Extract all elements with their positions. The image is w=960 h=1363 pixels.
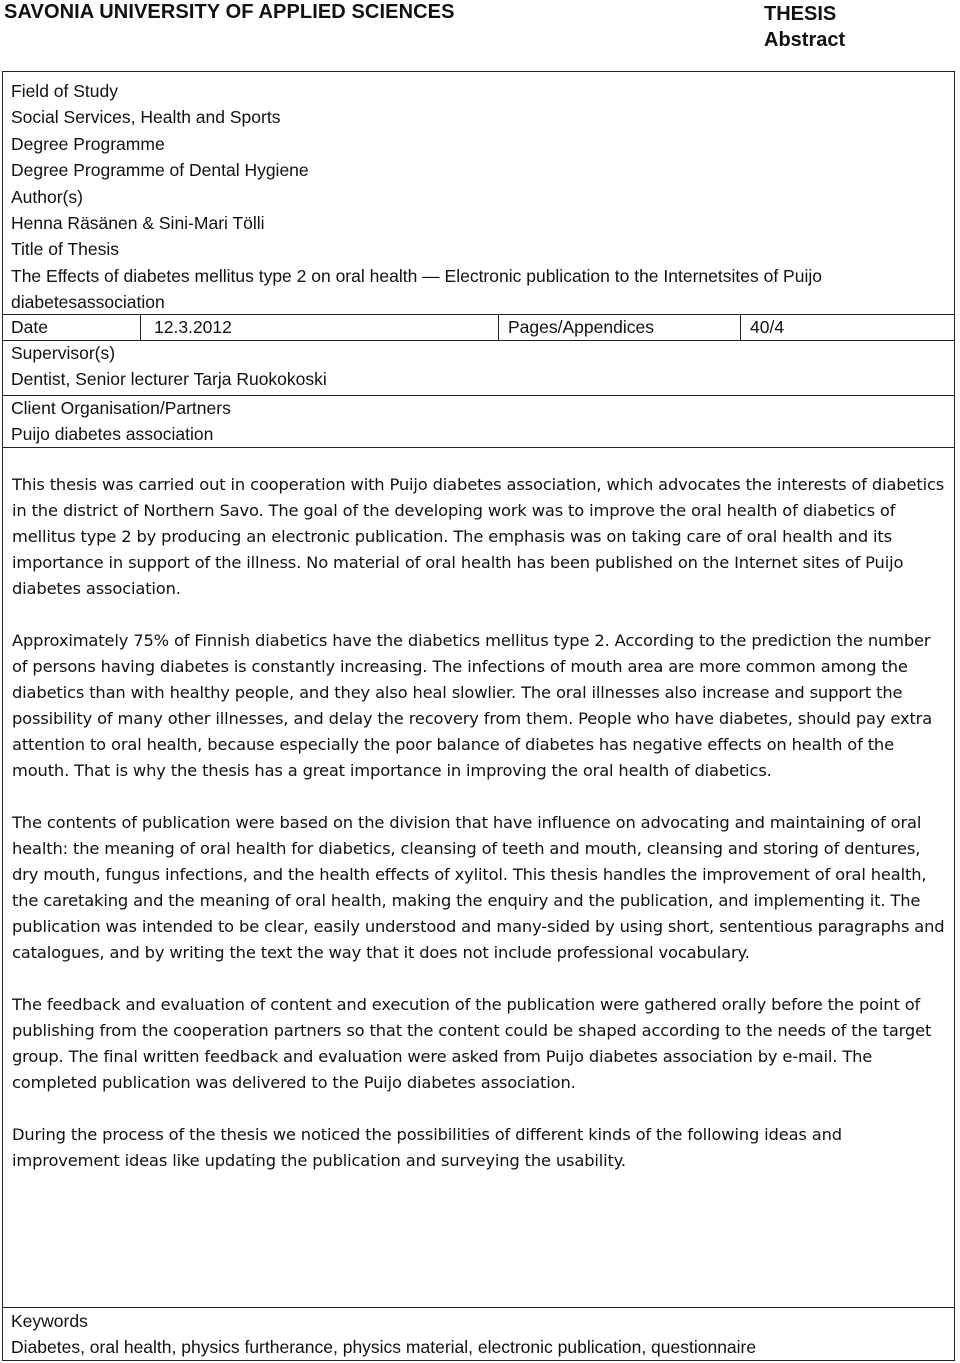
university-name: SAVONIA UNIVERSITY OF APPLIED SCIENCES xyxy=(4,1,455,23)
info-block xyxy=(11,78,946,316)
keywords-value: Diabetes, oral health, physics furtherance, physics material, electronic publication, questionnaire xyxy=(11,1337,757,1357)
authors-value: Henna Räsänen & Sini-Mari Tölli xyxy=(11,213,265,234)
keywords-block xyxy=(11,1308,946,1360)
thesis-title-value: The Effects of diabetes mellitus type 2 on oral health — Electronic publication to the Internetsites of Puijo diabetesassociation xyxy=(11,265,822,313)
pages-label: Pages/Appendices xyxy=(508,317,654,337)
client-label: Client Organisation/Partners xyxy=(11,398,231,418)
divider-date-label xyxy=(140,314,141,340)
divider-client-bottom xyxy=(3,447,954,448)
divider-date-bottom xyxy=(3,340,954,341)
abstract-paragraph: This thesis was carried out in cooperation with Puijo diabetes association, which advocates the interests of diabetics in the district of Northern Savo. The goal of the developing work was to improve the oral health of diabetics of mellitus type 2 by producing an electronic publication. The emphasis was on taking care of oral health and its importance in support of the illness. No material of oral health has been published on the Internet sites of Puijo diabetes association. xyxy=(12,475,945,598)
keywords-label: Keywords xyxy=(11,1311,88,1331)
supervisors-value: Dentist, Senior lecturer Tarja Ruokokoski xyxy=(11,369,327,389)
abstract-form xyxy=(2,71,955,1361)
abstract-body xyxy=(12,472,947,1200)
date-value: 12.3.2012 xyxy=(154,317,232,337)
supervisors-label: Supervisor(s) xyxy=(11,343,116,363)
document-type-abstract: Abstract xyxy=(764,29,846,51)
field-of-study-label: Field of Study xyxy=(11,81,118,101)
document-type-thesis: THESIS xyxy=(764,3,837,25)
thesis-title-label: Title of Thesis xyxy=(11,239,119,260)
client-value: Puijo diabetes association xyxy=(11,424,214,444)
date-label: Date xyxy=(11,317,48,337)
divider-pages-value xyxy=(740,314,741,340)
divider-pages xyxy=(498,314,499,340)
pages-value: 40/4 xyxy=(750,317,785,337)
abstract-paragraph: The contents of publication were based on the division that have influence on advocating and maintaining of oral health: the meaning of oral health for diabetics, cleansing of teeth and mouth, cleansing and storing of dentures, dry mouth, fungus infections, and the health effects of xylitol. This thesis handles the improvement of oral health, the caretaking and the meaning of oral health, making the enquiry and the publication, and implementing it. The publication was intended to be clear, easily understood and many-sided by using short, sententious paragraphs and catalogues, and by writing the text the way that it does not include professional vocabulary. xyxy=(12,813,945,962)
document-type xyxy=(764,1,845,53)
abstract-paragraph: The feedback and evaluation of content and execution of the publication were gathered orally before the point of publishing from the cooperation partners so that the content could be shaped according to the needs of the target group. The final written feedback and evaluation were asked from Puijo diabetes association by e-mail. The completed publication was delivered to the Puijo diabetes association. xyxy=(12,995,932,1092)
document-header xyxy=(0,0,960,60)
abstract-paragraph: Approximately 75% of Finnish diabetics have the diabetics mellitus type 2. According to the prediction the number of persons having diabetes is constantly increasing. The infections of mouth area are more common among the diabetics than with healthy people, and they also heal slowlier. The oral illnesses also increase and support the possibility of many other illnesses, and delay the recovery from them. People who have diabetes, should pay extra attention to oral health, because especially the poor balance of diabetes has negative effects on health of the mouth. That is why the thesis has a great importance in improving the oral health of diabetics. xyxy=(12,631,933,780)
field-of-study-value: Social Services, Health and Sports xyxy=(11,107,281,128)
authors-label: Author(s) xyxy=(11,186,83,207)
divider-date-top xyxy=(3,314,954,315)
abstract-paragraph: During the process of the thesis we noticed the possibilities of different kinds of the following ideas and improvement ideas like updating the publication and surveying the usability. xyxy=(12,1125,842,1170)
degree-programme-label: Degree Programme xyxy=(11,133,165,154)
degree-programme-value: Degree Programme of Dental Hygiene xyxy=(11,160,309,181)
